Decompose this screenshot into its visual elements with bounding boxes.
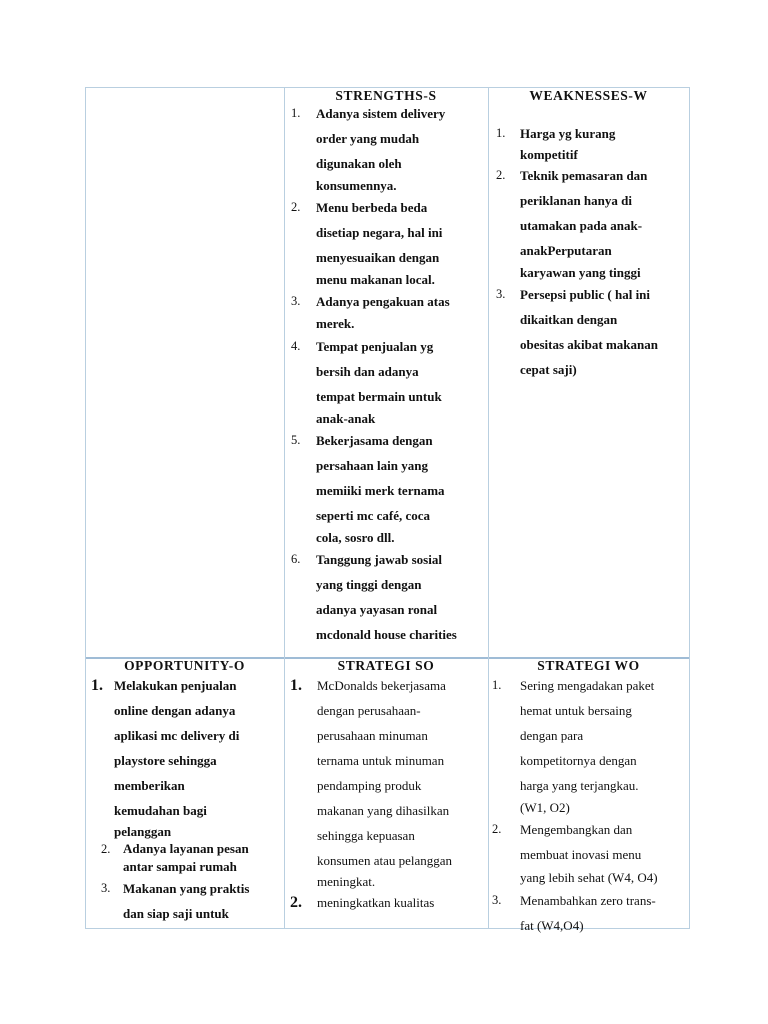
strategi-so-list: [290, 673, 486, 915]
item-line: persahaan lain yang: [316, 458, 428, 473]
item-line: konsumennya.: [316, 178, 397, 193]
strength-item-6: [288, 547, 484, 647]
item-line: digunakan oleh: [316, 156, 402, 171]
weaknesses-cell: [488, 87, 689, 657]
opportunity-item-2: [91, 840, 281, 876]
item-number: 3.: [496, 287, 506, 301]
item-line: kompetitif: [520, 147, 578, 162]
strategi-wo-header: STRATEGI WO: [537, 658, 640, 673]
item-line: meningkatkan kualitas: [317, 895, 435, 910]
strategi-wo-list: [492, 673, 688, 938]
strategi-wo-item-3: [492, 888, 688, 938]
item-line: kemudahan bagi: [114, 803, 207, 818]
item-line: Sering mengadakan paket: [520, 678, 655, 693]
item-line: Bekerjasama dengan: [316, 433, 433, 448]
item-line: periklanan hanya di: [520, 193, 632, 208]
swot-table: [85, 87, 690, 933]
item-line: konsumen atau pelanggan: [317, 853, 453, 868]
item-line: playstore sehingga: [114, 753, 217, 768]
strength-item-4: [288, 334, 484, 428]
item-line: dengan para: [520, 728, 584, 743]
item-line: ternama untuk minuman: [317, 753, 445, 768]
item-line: utamakan pada anak-: [520, 218, 643, 233]
item-line: pendamping produk: [317, 778, 422, 793]
item-line: Adanya pengakuan atas: [316, 294, 450, 309]
strength-item-2: [288, 195, 484, 289]
item-line: anakPerputaran: [520, 243, 612, 258]
strengths-list: [288, 101, 484, 647]
item-line: perusahaan minuman: [317, 728, 428, 743]
item-line: memberikan: [114, 778, 185, 793]
item-number: 5.: [291, 433, 301, 447]
item-line: Melakukan penjualan: [114, 678, 237, 693]
item-line: Makanan yang praktis: [123, 881, 250, 896]
item-line: online dengan adanya: [114, 703, 236, 718]
item-line: cepat saji): [520, 362, 577, 377]
weakness-item-3: [492, 282, 688, 382]
strategi-wo-item-1: [492, 673, 688, 817]
item-line: bersih dan adanya: [316, 364, 419, 379]
item-line: aplikasi mc delivery di: [114, 728, 240, 743]
item-line: cola, sosro dll.: [316, 530, 395, 545]
item-line: Teknik pemasaran dan: [520, 168, 648, 183]
item-number: 1.: [492, 678, 502, 692]
strength-item-3: [288, 289, 484, 334]
strategi-wo-cell: [488, 658, 689, 933]
strategi-so-header: STRATEGI SO: [337, 658, 435, 673]
weaknesses-header: WEAKNESSES-W: [529, 88, 648, 103]
item-line: sehingga kepuasan: [317, 828, 415, 843]
item-line: Persepsi public ( hal ini: [520, 287, 651, 302]
strategi-so-cell: [284, 659, 488, 928]
item-line: meningkat.: [317, 874, 376, 889]
item-line: disetiap negara, hal ini: [316, 225, 443, 240]
empty-corner-cell: [85, 87, 284, 657]
item-line: pelanggan: [114, 824, 172, 839]
item-line: Mengembangkan dan: [520, 822, 633, 837]
item-line: menu makanan local.: [316, 272, 435, 287]
table-right-border: [689, 87, 690, 929]
item-line: Harga yg kurang: [520, 126, 616, 141]
item-line: Menambahkan zero trans-: [520, 893, 656, 908]
strengths-cell: [284, 87, 488, 657]
item-line: karyawan yang tinggi: [520, 265, 641, 280]
item-line: antar sampai rumah: [123, 859, 237, 874]
item-line: menyesuaikan dengan: [316, 250, 440, 265]
item-line: merek.: [316, 316, 355, 331]
item-line: Tempat penjualan yg: [316, 339, 434, 354]
opportunity-item-3: [91, 876, 281, 926]
item-number: 2.: [496, 168, 506, 182]
item-number: 1.: [290, 677, 302, 694]
item-line: dengan perusahaan-: [317, 703, 421, 718]
item-line: Adanya sistem delivery: [316, 106, 446, 121]
item-line: obesitas akibat makanan: [520, 337, 658, 352]
opportunity-cell: [85, 659, 284, 928]
item-line: dikaitkan dengan: [520, 312, 618, 327]
opportunity-header: OPPORTUNITY-O: [124, 658, 245, 673]
item-number: 2.: [290, 894, 302, 911]
item-number: 1.: [91, 677, 103, 694]
item-line: McDonalds bekerjasama: [317, 678, 446, 693]
strength-item-1: [288, 101, 484, 195]
item-line: yang lebih sehat (W4, O4): [520, 870, 658, 885]
strategi-wo-item-2: [492, 817, 688, 888]
weakness-item-1: [492, 121, 688, 163]
strength-item-5: [288, 428, 484, 547]
item-line: order yang mudah: [316, 131, 420, 146]
item-number: 2.: [291, 200, 301, 214]
weakness-item-2: [492, 163, 688, 282]
item-number: 2.: [492, 822, 502, 836]
opportunity-item-1: [91, 673, 281, 840]
item-line: tempat bermain untuk: [316, 389, 442, 404]
item-line: Menu berbeda beda: [316, 200, 428, 215]
item-number: 3.: [291, 294, 301, 308]
item-number: 4.: [291, 339, 301, 353]
item-line: dan siap saji untuk: [123, 906, 229, 921]
strengths-header: STRENGTHS-S: [335, 88, 437, 103]
weaknesses-list: [492, 121, 688, 382]
item-line: memiiki merk ternama: [316, 483, 445, 498]
strategi-so-item-1: [290, 673, 486, 890]
strategi-so-item-2: [290, 890, 486, 915]
item-line: Adanya layanan pesan: [123, 841, 249, 856]
item-line: (W1, O2): [520, 800, 570, 815]
item-number: 3.: [492, 893, 502, 907]
item-line: yang tinggi dengan: [316, 577, 422, 592]
item-line: seperti mc café, coca: [316, 508, 431, 523]
opportunity-list: [91, 673, 281, 926]
item-line: anak-anak: [316, 411, 376, 426]
item-line: fat (W4,O4): [520, 918, 584, 933]
item-number: 6.: [291, 552, 301, 566]
item-number: 3.: [101, 881, 111, 895]
item-line: makanan yang dihasilkan: [317, 803, 450, 818]
item-number: 1.: [496, 126, 506, 140]
item-line: membuat inovasi menu: [520, 847, 642, 862]
item-line: hemat untuk bersaing: [520, 703, 632, 718]
item-line: Tanggung jawab sosial: [316, 552, 442, 567]
item-line: mcdonald house charities: [316, 627, 457, 642]
item-line: kompetitornya dengan: [520, 753, 637, 768]
item-line: adanya yayasan ronal: [316, 602, 438, 617]
item-number: 1.: [291, 106, 301, 120]
item-number: 2.: [101, 842, 111, 856]
item-line: harga yang terjangkau.: [520, 778, 639, 793]
